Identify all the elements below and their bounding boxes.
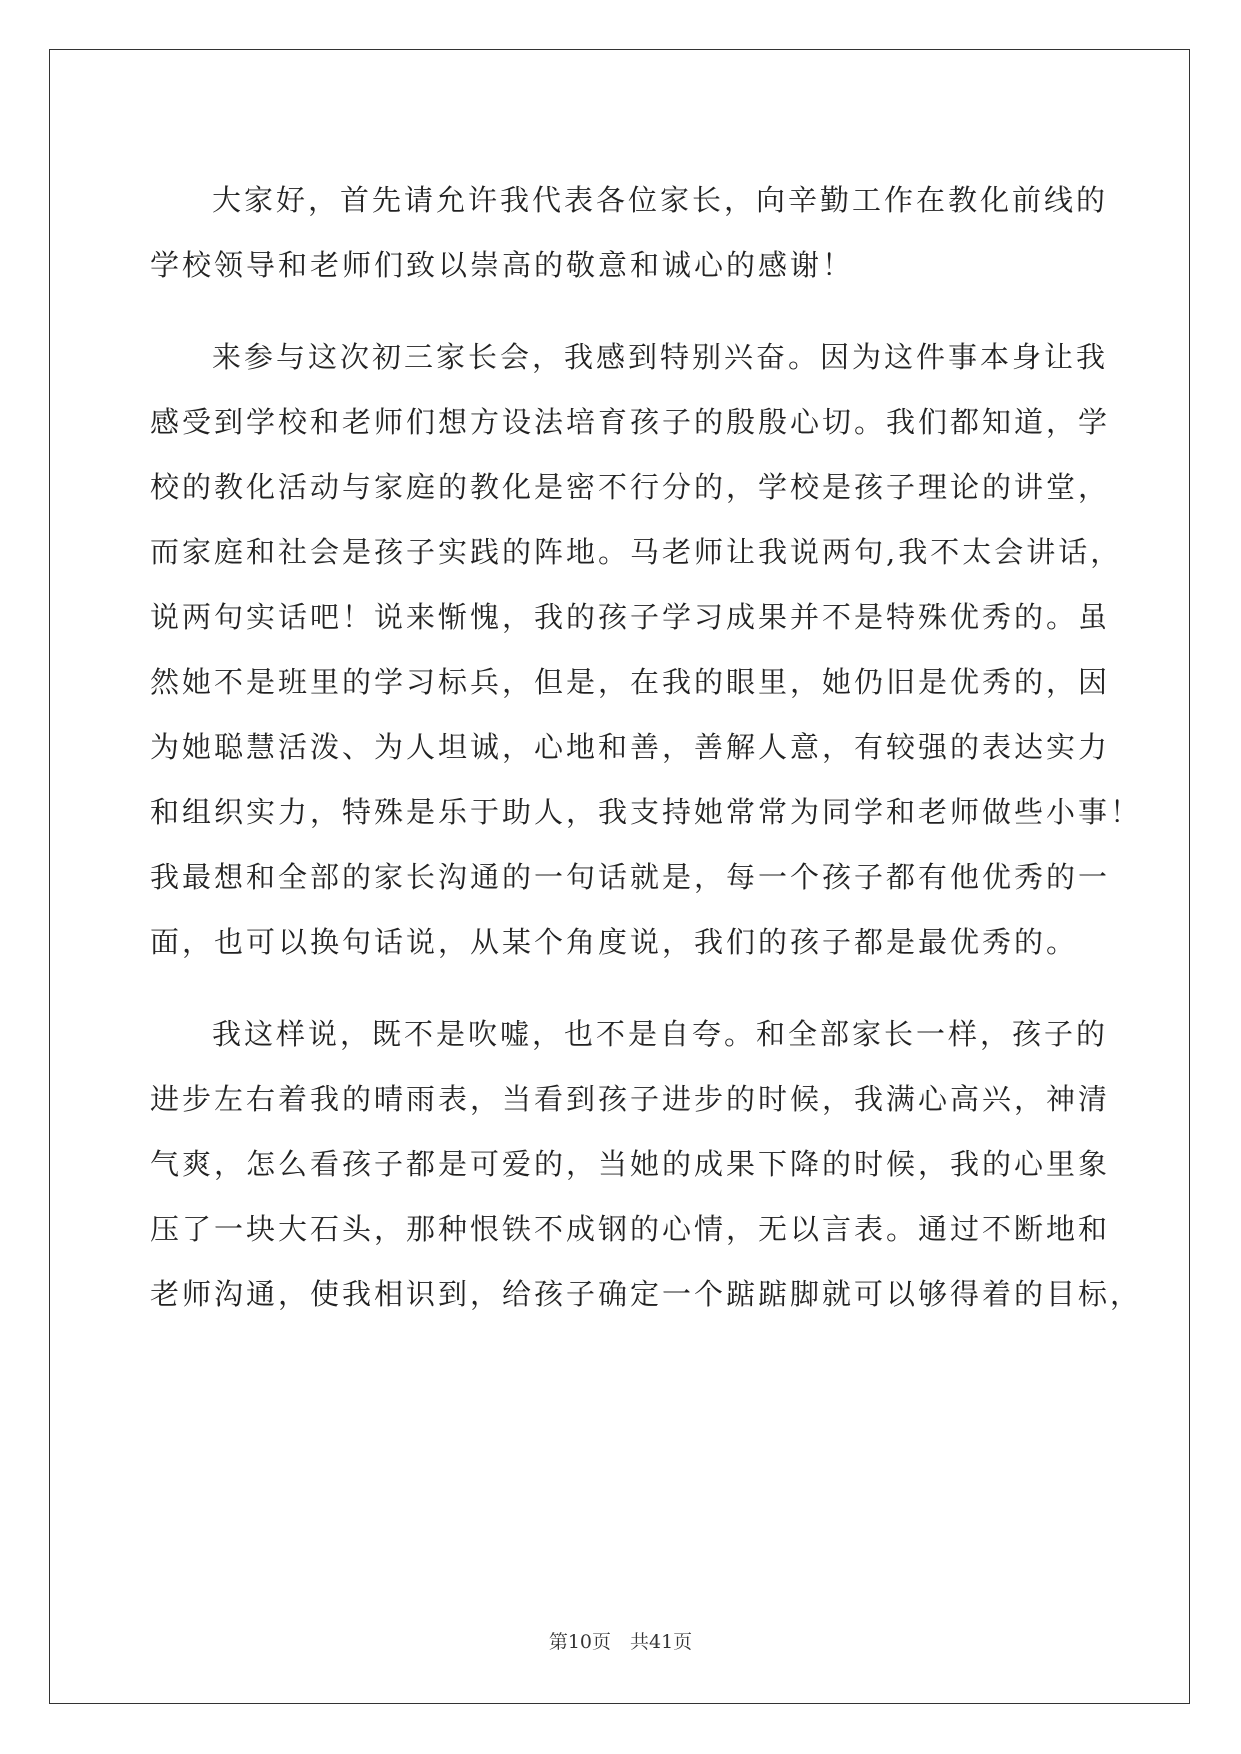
paragraph-1-line-1: 大家好，首先请允许我代表各位家长，向辛勤工作在教化前线的 (212, 183, 1109, 217)
document-body (150, 168, 1143, 1327)
paragraph-3-line-1: 我这样说，既不是吹嘘，也不是自夸。和全部家长一样，孩子的 (212, 1017, 1109, 1051)
paragraph-2-line-7: 为她聪慧活泼、为人坦诚，心地和善，善解人意，有较强的表达实力 (150, 730, 1111, 764)
page-number-footer: 第10页 共41页 (548, 1631, 693, 1653)
paragraph-2-line-9: 我最想和全部的家长沟通的一句话就是，每一个孩子都有他优秀的一 (150, 860, 1111, 894)
paragraph-3-line-5: 老师沟通，使我相识到，给孩子确定一个踮踮脚就可以够得着的目标， (150, 1277, 1143, 1311)
paragraph-2-line-1: 来参与这次初三家长会，我感到特别兴奋。因为这件事本身让我 (212, 340, 1109, 374)
paragraph-2-line-2: 感受到学校和老师们想方设法培育孩子的殷殷心切。我们都知道，学 (150, 405, 1111, 439)
paragraph-2-line-3: 校的教化活动与家庭的教化是密不行分的，学校是孩子理论的讲堂， (150, 470, 1111, 504)
paragraph-1-line-2: 学校领导和老师们致以崇高的敬意和诚心的感谢！ (150, 248, 855, 282)
paragraph-3-line-2: 进步左右着我的晴雨表，当看到孩子进步的时候，我满心高兴，神清 (150, 1082, 1111, 1116)
paragraph-2-line-10: 面，也可以换句话说，从某个角度说，我们的孩子都是最优秀的。 (150, 925, 1079, 959)
paragraph-2-line-4: 而家庭和社会是孩子实践的阵地。马老师让我说两句,我不太会讲话， (150, 535, 1123, 569)
paragraph-2-line-5: 说两句实话吧！说来惭愧，我的孩子学习成果并不是特殊优秀的。虽 (150, 600, 1111, 634)
paragraph-2-line-8: 和组织实力，特殊是乐于助人，我支持她常常为同学和老师做些小事！ (150, 795, 1143, 829)
paragraph-3-line-4: 压了一块大石头，那种恨铁不成钢的心情，无以言表。通过不断地和 (150, 1212, 1111, 1246)
paragraph-2-line-6: 然她不是班里的学习标兵，但是，在我的眼里，她仍旧是优秀的，因 (150, 665, 1111, 699)
paragraph-3-line-3: 气爽，怎么看孩子都是可爱的，当她的成果下降的时候，我的心里象 (150, 1147, 1111, 1181)
